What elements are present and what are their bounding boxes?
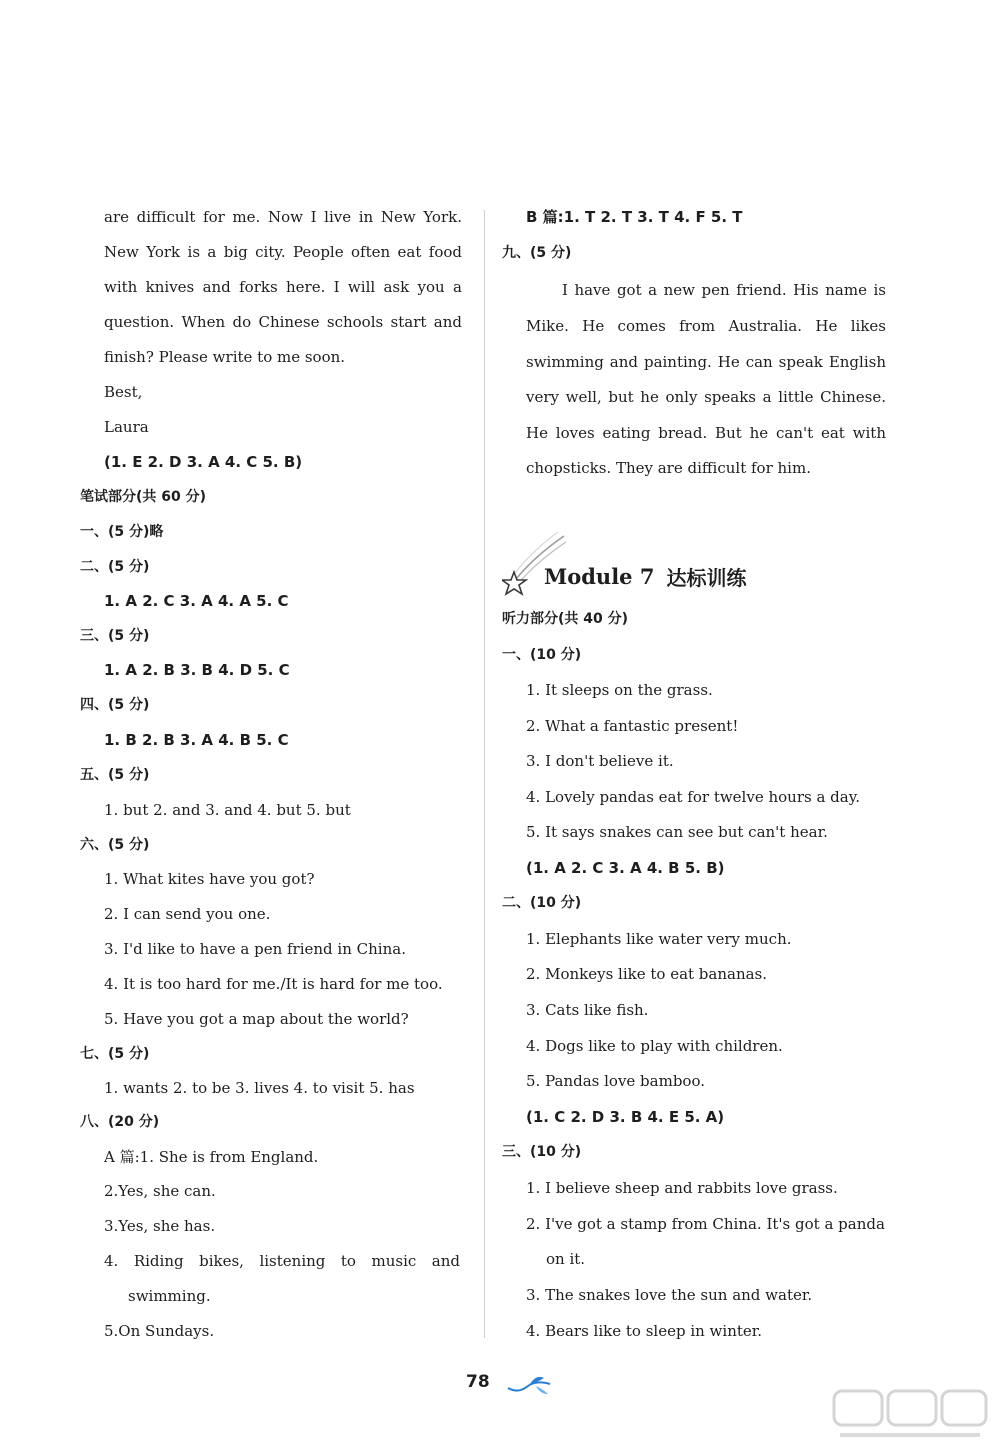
letter-line-3: with knives and forks here. I will ask you a [104,278,462,296]
listening-3-item: 3. The snakes love the sun and water. [526,1286,813,1304]
listening-1-item: 2. What a fantastic present! [526,717,739,735]
section-6-item: 4. It is too hard for me./It is hard for me too. [104,975,443,993]
listening-3-item-cont: on it. [546,1250,586,1268]
passage-line-3: swimming and painting. He can speak English [526,353,886,371]
section-8-b-answers: B 篇:1. T 2. T 3. T 4. F 5. T [526,208,743,226]
letter-closing: Best, [104,383,143,401]
listening-3-item: 1. I believe sheep and rabbits love grass. [526,1179,838,1197]
listening-2-item: 5. Pandas love bamboo. [526,1072,705,1090]
section-3-answers: 1. A 2. B 3. B 4. D 5. C [104,661,290,679]
page-number: 78 [466,1372,490,1392]
passage-line-6: chopsticks. They are difficult for him. [526,459,811,477]
section-8-a2: 2.Yes, she can. [104,1182,216,1200]
listening-3-item: 2. I've got a stamp from China. It's got a panda [526,1215,885,1233]
shooting-star-icon [502,528,572,598]
section-2-header: 二、(5 分) [80,559,150,575]
section-7-answers: 1. wants 2. to be 3. lives 4. to visit 5. has [104,1079,415,1097]
letter-line-2: New York is a big city. People often eat food [104,243,462,261]
listening-1-item: 3. I don't believe it. [526,752,674,770]
section-9-header: 九、(5 分) [502,245,572,261]
leaf-ornament-icon [506,1374,552,1396]
section-3-header: 三、(5 分) [80,628,150,644]
listening-1-item: 1. It sleeps on the grass. [526,681,713,699]
listening-2-item: 3. Cats like fish. [526,1001,649,1019]
section-6-header: 六、(5 分) [80,837,150,853]
section-8-a5: 5.On Sundays. [104,1322,215,1340]
listening-2-item: 1. Elephants like water very much. [526,930,792,948]
section-6-item: 2. I can send you one. [104,905,271,923]
listening-3-item: 4. Bears like to sleep in winter. [526,1322,763,1340]
section-8-header: 八、(20 分) [80,1114,160,1130]
letter-signature: Laura [104,418,149,436]
listening-2-item: 2. Monkeys like to eat bananas. [526,965,768,983]
letter-line-1: are difficult for me. Now I live in New York. [104,208,462,226]
passage-line-2: Mike. He comes from Australia. He likes [526,317,886,335]
section-6-item: 3. I'd like to have a pen friend in China. [104,940,406,958]
listening-1-answers: (1. A 2. C 3. A 4. B 5. B) [526,859,725,877]
section-8-a1: A 篇:1. She is from England. [104,1148,319,1166]
letter-line-5: finish? Please write to me soon. [104,348,346,366]
section-4-header: 四、(5 分) [80,697,150,713]
section-8-a3: 3.Yes, she has. [104,1217,216,1235]
section-8-a4-cont: swimming. [128,1287,211,1305]
listening-2-header: 二、(10 分) [502,895,582,911]
section-1-header: 一、(5 分)略 [80,524,164,540]
letter-answers: (1. E 2. D 3. A 4. C 5. B) [104,453,303,471]
passage-line-1: I have got a new pen friend. His name is [562,281,886,299]
listening-3-header: 三、(10 分) [502,1144,582,1160]
passage-line-5: He loves eating bread. But he can't eat with [526,424,886,442]
module-heading [502,556,746,596]
listening-1-header: 一、(10 分) [502,647,582,663]
listening-2-answers: (1. C 2. D 3. B 4. E 5. A) [526,1108,725,1126]
section-8-a4: 4. Riding bikes, listening to music and [104,1252,460,1270]
listening-1-item: 4. Lovely pandas eat for twelve hours a day. [526,788,860,806]
section-6-item: 1. What kites have you got? [104,870,315,888]
section-5-answers: 1. but 2. and 3. and 4. but 5. but [104,801,351,819]
watermark-logo-icon [830,1385,990,1445]
module-title: Module 7 [544,563,655,589]
column-divider [484,210,485,1338]
section-6-item: 5. Have you got a map about the world? [104,1010,409,1028]
listening-section-header: 听力部分(共 40 分) [502,611,629,627]
letter-line-4: question. When do Chinese schools start and [104,313,462,331]
passage-line-4: very well, but he only speaks a little Chinese. [526,388,886,406]
section-7-header: 七、(5 分) [80,1046,150,1062]
written-section-header: 笔试部分(共 60 分) [80,489,207,505]
listening-2-item: 4. Dogs like to play with children. [526,1037,783,1055]
section-2-answers: 1. A 2. C 3. A 4. A 5. C [104,592,289,610]
listening-1-item: 5. It says snakes can see but can't hear. [526,823,828,841]
section-4-answers: 1. B 2. B 3. A 4. B 5. C [104,731,289,749]
module-subtitle: 达标训练 [666,565,747,590]
section-5-header: 五、(5 分) [80,767,150,783]
